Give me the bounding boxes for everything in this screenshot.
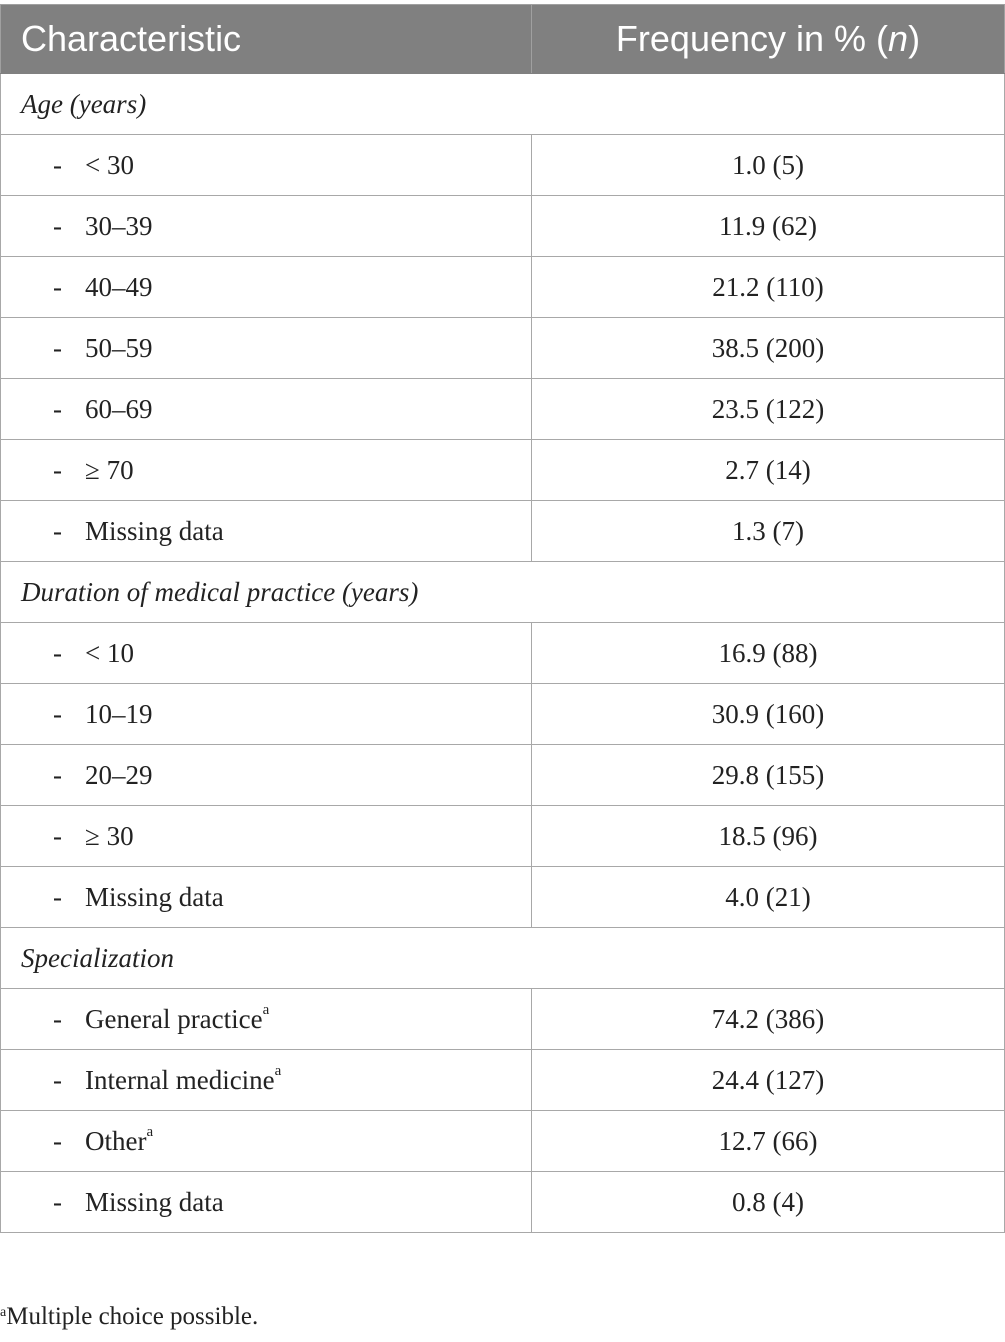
row-value: 4.0 (21) [532,867,1005,928]
table-row [1,684,1005,745]
row-bullet-dash: - [53,515,62,546]
section-title: Age (years) [1,74,1005,135]
row-value: 2.7 (14) [532,440,1005,501]
section-row [1,74,1005,135]
row-bullet-dash: - [53,820,62,851]
row-label: < 10 [85,637,134,668]
row-label-cell [1,806,532,867]
row-label-cell [1,196,532,257]
table-row [1,379,1005,440]
row-label-cell [1,257,532,318]
footnote-marker: a [262,1001,270,1018]
table-row [1,1050,1005,1111]
table-row [1,135,1005,196]
row-label: Missing data [85,1186,224,1217]
table-body [1,74,1005,1233]
row-label-cell [1,318,532,379]
row-label: 60–69 [85,393,153,424]
row-value: 11.9 (62) [532,196,1005,257]
row-value: 12.7 (66) [532,1111,1005,1172]
table-row [1,1111,1005,1172]
table-row [1,1172,1005,1233]
row-label: ≥ 70 [85,454,134,485]
row-value: 18.5 (96) [532,806,1005,867]
section-title: Duration of medical practice (years) [1,562,1005,623]
row-value: 29.8 (155) [532,745,1005,806]
table-row [1,745,1005,806]
row-bullet-dash: - [53,271,62,302]
table-row [1,257,1005,318]
row-label: 40–49 [85,271,153,302]
row-label: Other [85,1125,147,1156]
table-row [1,440,1005,501]
row-value: 23.5 (122) [532,379,1005,440]
row-label: General practice [85,1003,263,1034]
row-label-cell [1,684,532,745]
footnote-mark: a [0,1305,7,1320]
row-bullet-dash: - [53,881,62,912]
footnote [0,1303,258,1331]
row-bullet-dash: - [53,393,62,424]
row-bullet-dash: - [53,1003,62,1034]
row-value: 38.5 (200) [532,318,1005,379]
row-label-cell [1,745,532,806]
row-label: 30–39 [85,210,153,241]
row-bullet-dash: - [53,454,62,485]
table-row [1,196,1005,257]
table-header-row [1,5,1005,74]
row-label-cell [1,379,532,440]
row-bullet-dash: - [53,1125,62,1156]
characteristics-table-container [0,4,1004,1233]
row-label-cell [1,135,532,196]
row-label-cell [1,623,532,684]
characteristics-table [0,4,1005,1233]
header-characteristic: Characteristic [1,5,532,74]
header-frequency-prefix: Frequency in % ( [615,18,889,59]
row-bullet-dash: - [53,759,62,790]
row-label-cell [1,1050,532,1111]
row-label-cell [1,501,532,562]
row-value: 16.9 (88) [532,623,1005,684]
table-row [1,806,1005,867]
row-label: ≥ 30 [85,820,134,851]
header-frequency-n: n [888,18,909,59]
header-frequency [532,5,1005,74]
row-value: 1.0 (5) [532,135,1005,196]
row-label: 20–29 [85,759,153,790]
row-label: Missing data [85,515,224,546]
section-row [1,928,1005,989]
footnote-marker: a [274,1062,282,1079]
table-row [1,318,1005,379]
row-label-cell [1,867,532,928]
row-label: 50–59 [85,332,153,363]
row-value: 24.4 (127) [532,1050,1005,1111]
row-value: 21.2 (110) [532,257,1005,318]
row-bullet-dash: - [53,1186,62,1217]
row-label: < 30 [85,149,134,180]
row-label: Internal medicine [85,1064,275,1095]
table-row [1,623,1005,684]
row-label-cell [1,1172,532,1233]
section-row [1,562,1005,623]
header-frequency-suffix: ) [908,18,921,59]
footnote-marker: a [146,1123,154,1140]
row-label: 10–19 [85,698,153,729]
row-label-cell [1,440,532,501]
row-value: 0.8 (4) [532,1172,1005,1233]
row-bullet-dash: - [53,210,62,241]
row-bullet-dash: - [53,1064,62,1095]
row-label-cell [1,1111,532,1172]
row-bullet-dash: - [53,149,62,180]
section-title: Specialization [1,928,1005,989]
table-row [1,867,1005,928]
row-bullet-dash: - [53,332,62,363]
footnote-text: Multiple choice possible. [6,1303,259,1330]
row-value: 1.3 (7) [532,501,1005,562]
row-label: Missing data [85,881,224,912]
row-value: 30.9 (160) [532,684,1005,745]
row-label-cell [1,989,532,1050]
row-bullet-dash: - [53,698,62,729]
row-bullet-dash: - [53,637,62,668]
table-row [1,989,1005,1050]
row-value: 74.2 (386) [532,989,1005,1050]
table-row [1,501,1005,562]
